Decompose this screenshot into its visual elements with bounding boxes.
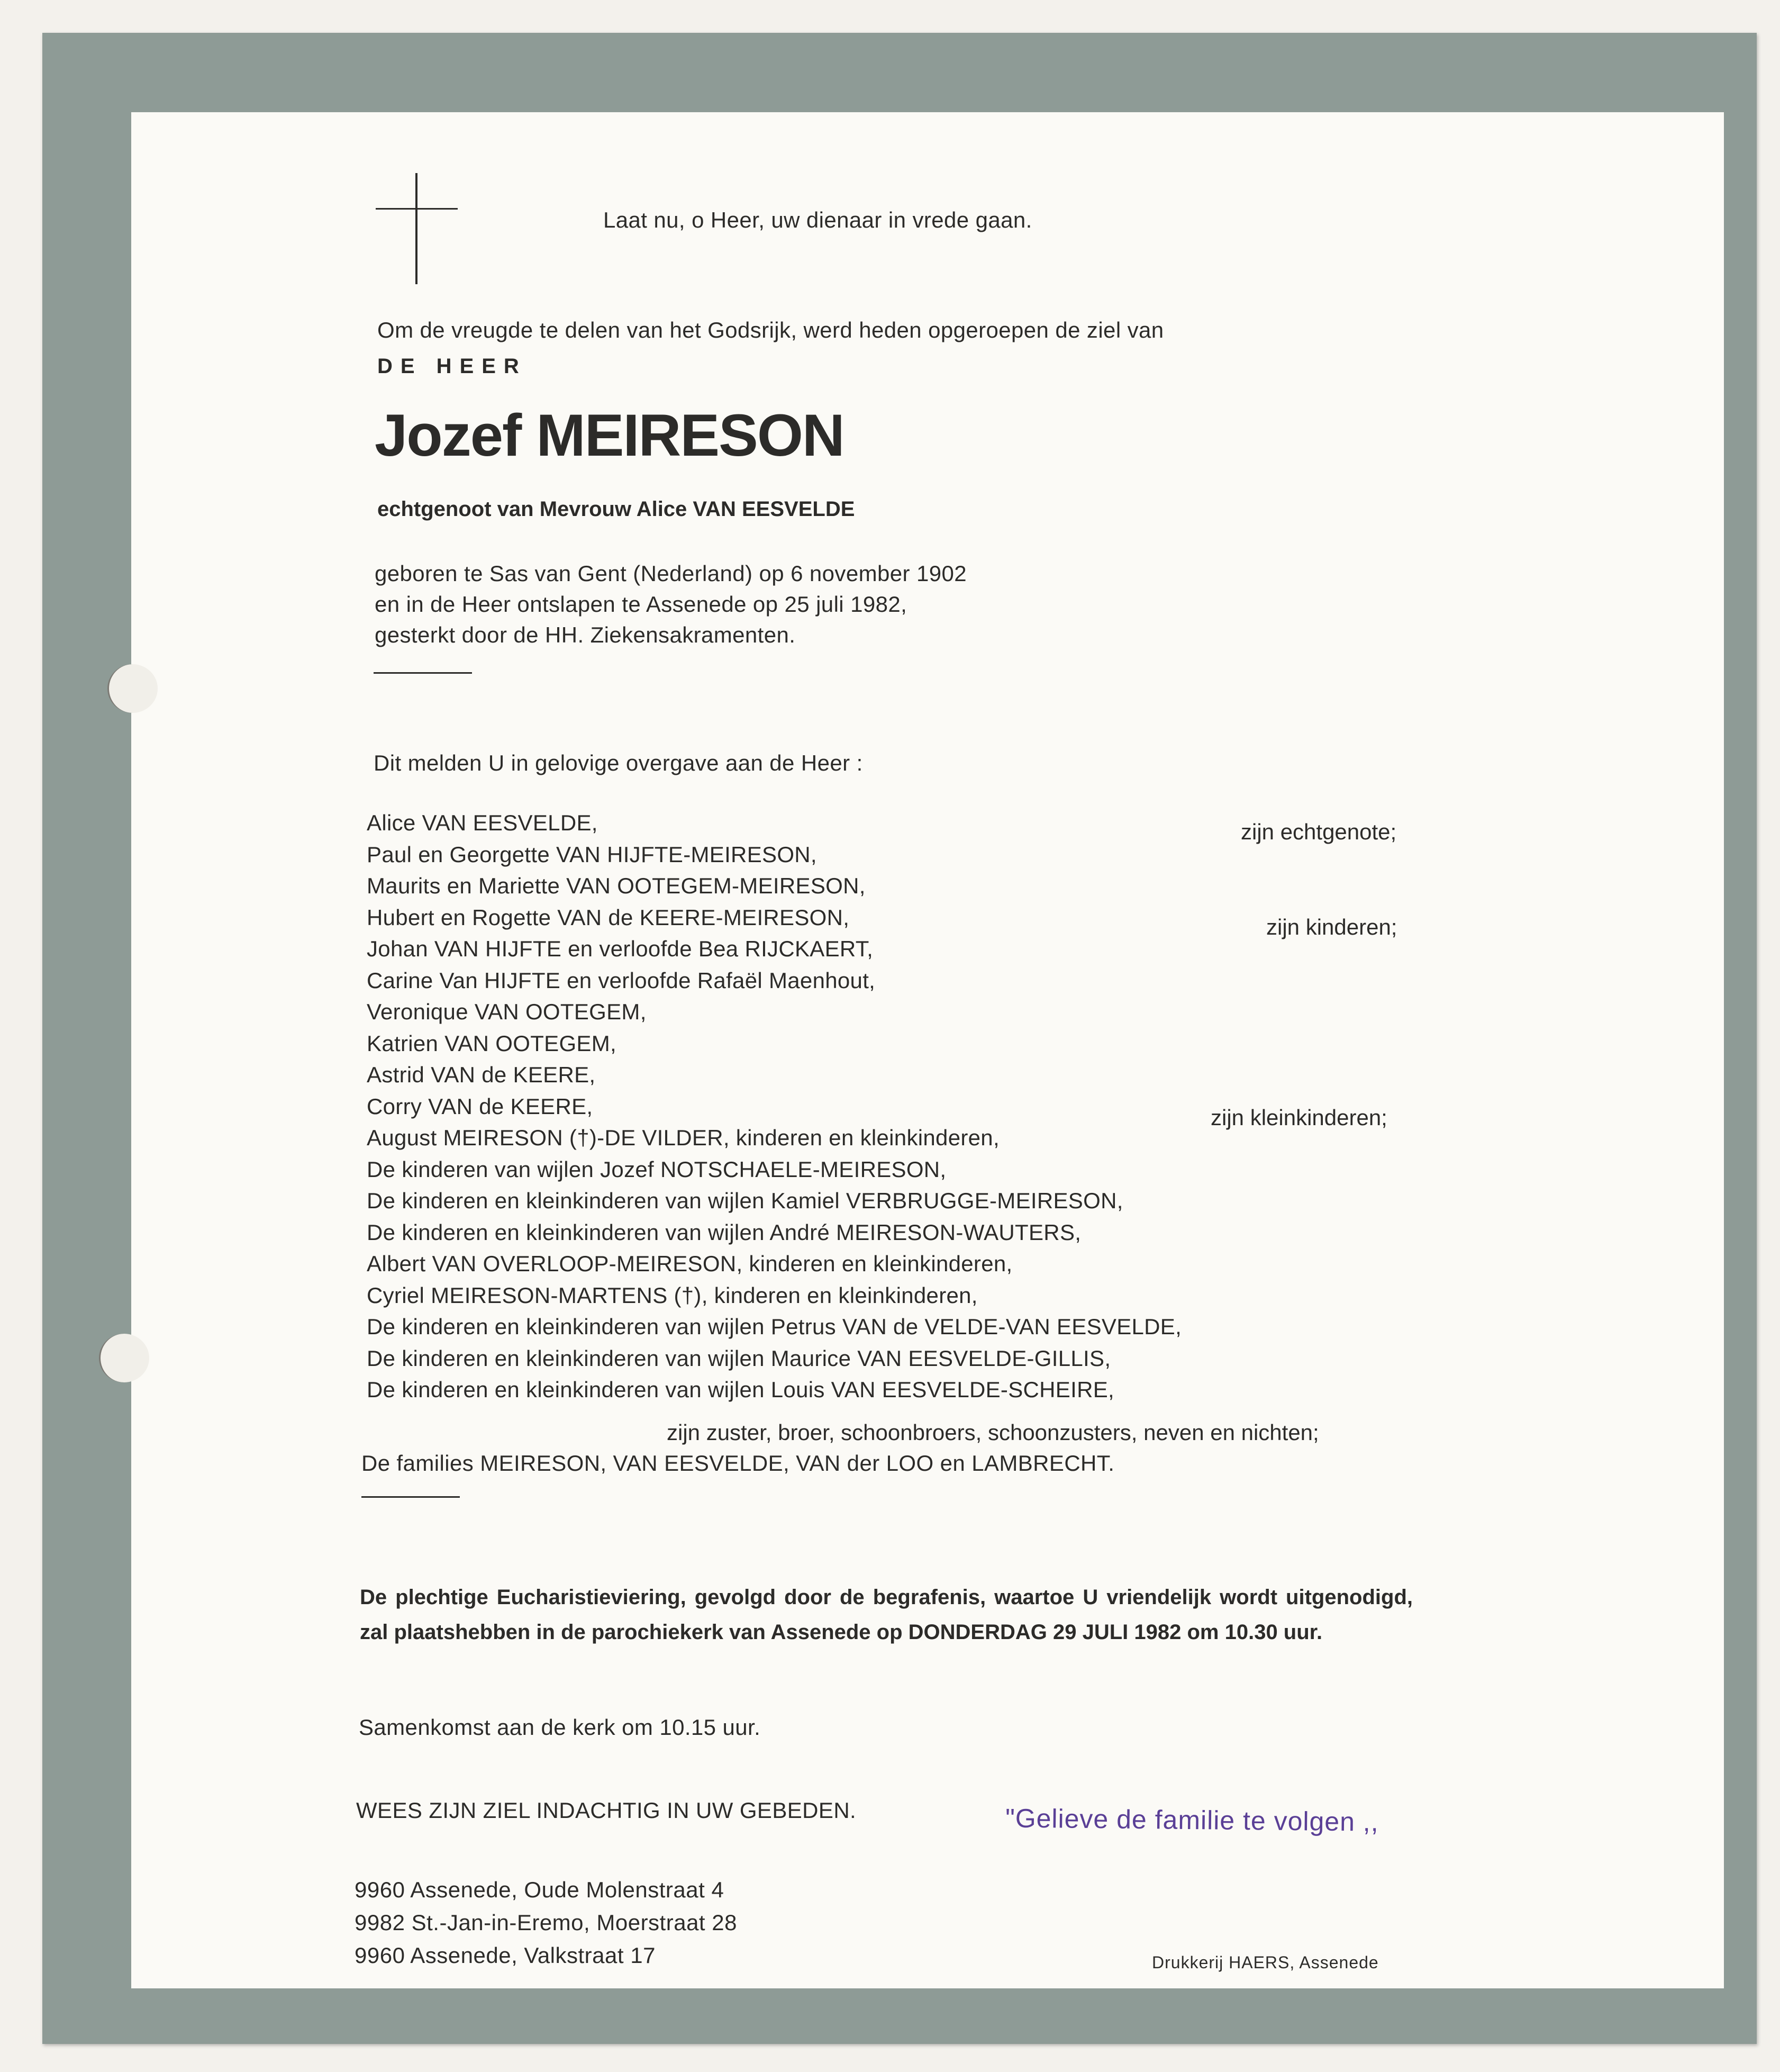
ceremony-text: De plechtige Eucharistieviering, gevolgd door de begrafenis, waartoe U vriendelijk wordt uitgenodigd, zal plaatshebben in de parochiekerk van Assenede op DONDERDAG 29 JULI 1982 om 10.30 uur. [360,1586,1413,1644]
list-item: De kinderen van wijlen Jozef NOTSCHAELE-MEIRESON, [367,1156,947,1182]
list-item: Katrien VAN OOTEGEM, [367,1030,616,1056]
printer-credit: Drukkerij HAERS, Assenede [1152,1953,1379,1972]
list-item: Astrid VAN de KEERE, [367,1062,596,1087]
list-item: Cyriel MEIRESON-MARTENS (†), kinderen en kleinkinderen, [367,1282,978,1308]
punch-hole-top [107,664,158,713]
families-line: De families MEIRESON, VAN EESVELDE, VAN der LOO en LAMBRECHT. [361,1451,1115,1476]
gathering-text: Samenkomst aan de kerk om 10.15 uur. [359,1715,761,1740]
list-item: 9960 Assenede, Oude Molenstraat 4 [355,1877,724,1902]
list-item: Paul en Georgette VAN HIJFTE-MEIRESON, [367,842,817,867]
prayer-text: WEES ZIJN ZIEL INDACHTIG IN UW GEBEDEN. [356,1798,857,1823]
list-item: De kinderen en kleinkinderen van wijlen Louis VAN EESVELDE-SCHEIRE, [367,1377,1114,1402]
announce-text: Dit melden U in gelovige overgave aan de Heer : [374,750,863,775]
intro-text: Om de vreugde te delen van het Godsrijk, werd heden opgeroepen de ziel van [377,318,1164,342]
list-item: De kinderen en kleinkinderen van wijlen Kamiel VERBRUGGE-MEIRESON, [367,1188,1123,1213]
role-spouse: zijn echtgenote; [1241,819,1397,844]
list-item: De kinderen en kleinkinderen van wijlen André MEIRESON-WAUTERS, [367,1219,1082,1245]
role-grandchildren: zijn kleinkinderen; [1211,1105,1387,1130]
spouse-line: echtgenoot van Mevrouw Alice VAN EESVELDE [377,497,855,521]
address-list [355,1874,737,1972]
birth-line: geboren te Sas van Gent (Nederland) op 6 november 1902 [375,561,967,586]
death-line: en in de Heer ontslapen te Assenede op 25 juli 1982, [375,592,907,617]
list-item: Carine Van HIJFTE en verloofde Rafaël Maenhout, [367,967,876,993]
deceased-name: Jozef MEIRESON [375,402,844,468]
list-item: Corry VAN de KEERE, [367,1093,593,1119]
list-item: Veronique VAN OOTEGEM, [367,999,647,1024]
list-item: De kinderen en kleinkinderen van wijlen Petrus VAN de VELDE-VAN EESVELDE, [367,1314,1182,1339]
list-item: De kinderen en kleinkinderen van wijlen Maurice VAN EESVELDE-GILLIS, [367,1345,1111,1371]
sacrament-line: gesterkt door de HH. Ziekensakramenten. [375,622,796,647]
list-item: Albert VAN OVERLOOP-MEIRESON, kinderen en kleinkinderen, [367,1251,1013,1276]
divider-line [374,672,472,674]
punch-hole-bottom [99,1334,149,1382]
divider-line [361,1496,460,1498]
list-item: August MEIRESON (†)-DE VILDER, kinderen en kleinkinderen, [367,1125,1000,1150]
cross-icon-bar [376,208,458,210]
title-prefix: DE HEER [377,355,527,378]
motto-text: Laat nu, o Heer, uw dienaar in vrede gaan. [603,207,1032,232]
role-relatives: zijn zuster, broer, schoonbroers, schoonzusters, neven en nichten; [667,1420,1319,1445]
list-item: Maurits en Mariette VAN OOTEGEM-MEIRESON, [367,873,866,898]
family-stamp: "Gelieve de familie te volgen ,, [1005,1803,1379,1837]
cross-icon [415,173,417,284]
family-list [367,807,1182,1406]
role-children: zijn kinderen; [1266,915,1397,939]
list-item: Alice VAN EESVELDE, [367,810,598,835]
list-item: 9982 St.-Jan-in-Eremo, Moerstraat 28 [355,1910,737,1935]
list-item: 9960 Assenede, Valkstraat 17 [355,1943,656,1968]
list-item: Johan VAN HIJFTE en verloofde Bea RIJCKAERT, [367,936,874,961]
list-item: Hubert en Rogette VAN de KEERE-MEIRESON, [367,904,850,930]
